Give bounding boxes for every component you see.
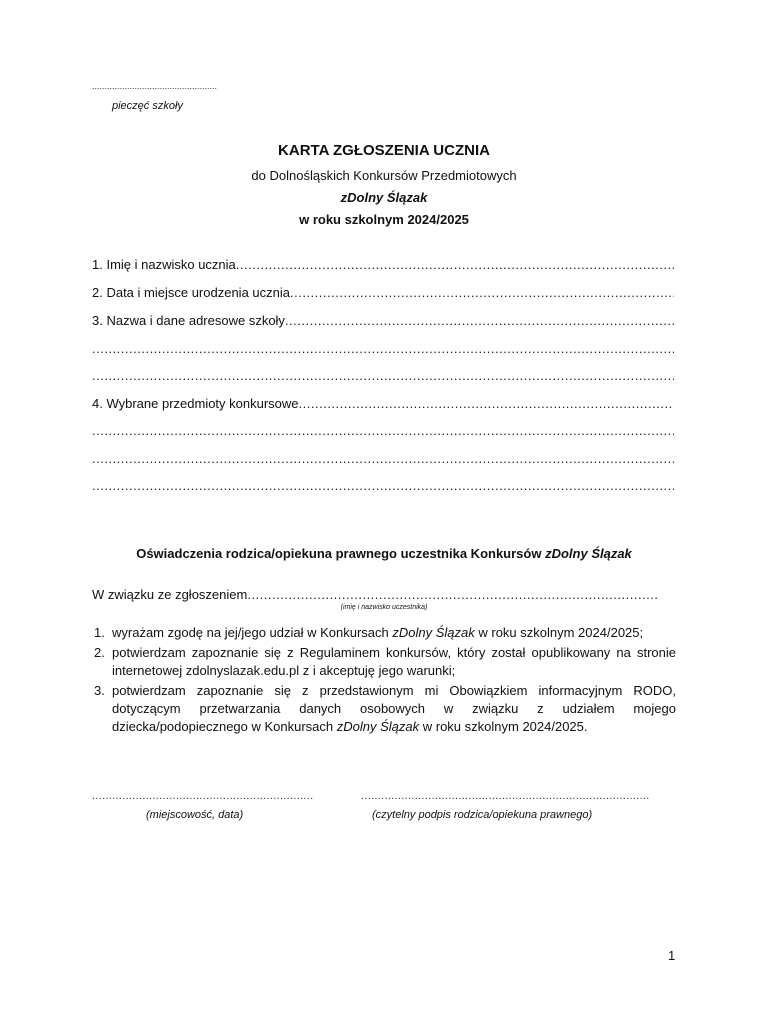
field-label: 2. Data i miejsce urodzenia ucznia [92, 285, 290, 300]
field-subjects-line-2[interactable] [92, 423, 674, 438]
fill-line[interactable] [92, 368, 674, 383]
subtitle-school-year: w roku szkolnym 2024/2025 [299, 212, 469, 227]
fill-line[interactable] [92, 478, 674, 493]
field-participant-name[interactable] [92, 587, 657, 602]
item-brand: zDolny Ślązak [392, 625, 475, 640]
field-label: W związku ze zgłoszeniem [92, 587, 248, 602]
item-text-end: w roku szkolnym 2024/2025; [474, 625, 644, 640]
declaration-heading-brand: zDolny Ślązak [545, 546, 632, 561]
item-number: 3. [94, 683, 105, 698]
item-text: potwierdzam zapoznanie się z Regulaminem konkursów, który został opublikowany na stronie internetowej zdolnyslazak.edu.pl z i akceptuję jego warunki; [112, 645, 676, 678]
fill-line[interactable] [285, 313, 674, 328]
page-title: KARTA ZGŁOSZENIA UCZNIA [278, 142, 490, 159]
declaration-heading-text: Oświadczenia rodzica/opiekuna prawnego uczestnika Konkursów [136, 546, 546, 561]
item-text: potwierdzam zapoznanie się z przedstawionym mi Obowiązkiem informacyjnym RODO, dotyczącym przetwarzania danych osobowych w związku z udziałem mojego dziecka/podopiecznego w Konkursach [112, 683, 676, 734]
place-date-line[interactable]: .................................................................. [92, 790, 314, 802]
parent-signature-label: (czytelny podpis rodzica/opiekuna prawnego) [372, 809, 593, 821]
field-label: 3. Nazwa i dane adresowe szkoły [92, 313, 285, 328]
item-text: wyrażam zgodę na jej/jego udział w Konkursach [112, 625, 393, 640]
field-label: 1. Imię i nazwisko ucznia [92, 257, 236, 272]
item-text-end: w roku szkolnym 2024/2025. [419, 719, 588, 734]
school-stamp-label: pieczęć szkoły [112, 100, 183, 112]
page-number: 1 [668, 948, 676, 963]
declaration-list [92, 624, 676, 738]
item-number: 1. [94, 625, 105, 640]
fill-line[interactable] [247, 587, 657, 602]
field-student-name[interactable] [92, 257, 674, 272]
field-school-name-address[interactable] [92, 313, 674, 328]
field-subjects-line-4[interactable] [92, 478, 674, 493]
field-school-address-line-3[interactable] [92, 368, 674, 383]
declaration-item [92, 682, 676, 736]
fill-line[interactable] [290, 285, 674, 300]
item-number: 2. [94, 645, 105, 660]
field-selected-subjects[interactable] [92, 396, 674, 411]
fill-line[interactable] [92, 341, 674, 356]
fill-line[interactable] [236, 257, 674, 272]
declaration-item [92, 644, 676, 680]
parent-signature-line[interactable]: ...................................................................................... [361, 790, 650, 802]
declaration-heading [0, 546, 768, 561]
subtitle-contest: do Dolnośląskich Konkursów Przedmiotowych [251, 168, 517, 183]
field-school-address-line-2[interactable] [92, 341, 674, 356]
fill-line[interactable] [92, 451, 674, 466]
declaration-item [92, 624, 676, 642]
place-date-label: (miejscowość, data) [146, 809, 244, 821]
subtitle-brand: zDolny Ślązak [340, 190, 428, 205]
field-label: 4. Wybrane przedmioty konkursowe [92, 396, 299, 411]
item-brand: zDolny Ślązak [336, 719, 420, 734]
school-stamp-line: .................................................. [92, 81, 218, 91]
field-birth-date-place[interactable] [92, 285, 674, 300]
fill-line[interactable] [299, 396, 674, 411]
participant-name-caption: (imię i nazwisko uczestnika) [340, 604, 428, 611]
fill-line[interactable] [92, 423, 674, 438]
field-subjects-line-3[interactable] [92, 451, 674, 466]
